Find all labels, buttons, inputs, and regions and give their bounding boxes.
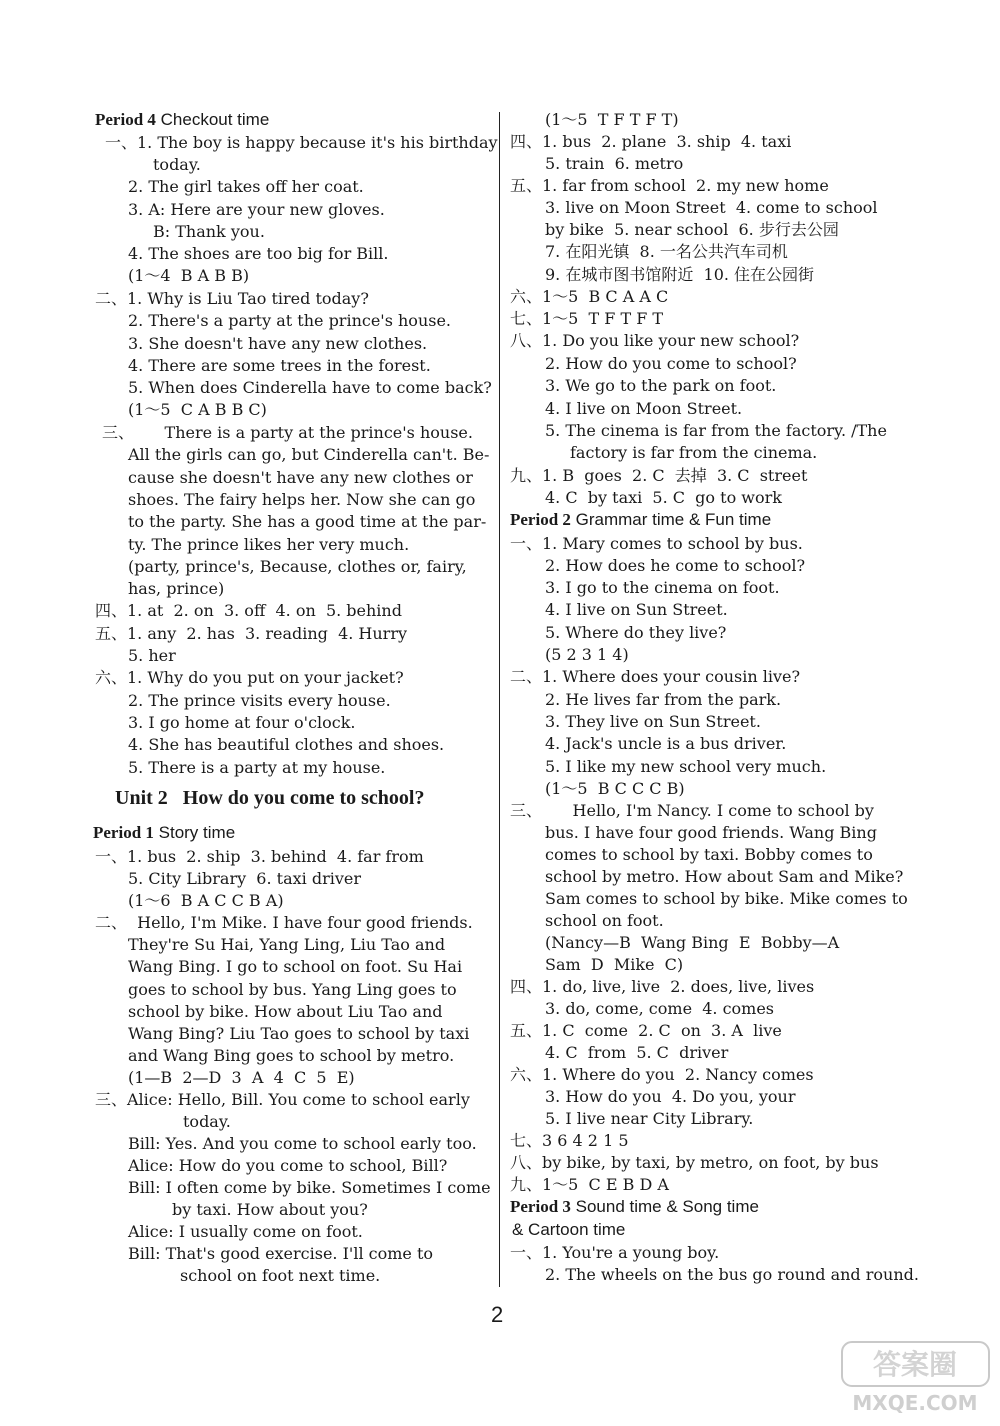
answer-line: 五、1. far from school 2. my new home bbox=[510, 176, 829, 195]
page-number: 2 bbox=[491, 1302, 504, 1327]
answer-line: 7. 在阳光镇 8. 一名公共汽车司机 bbox=[545, 242, 788, 261]
period-label: Period 2 bbox=[510, 510, 571, 529]
answer-line: Alice: How do you come to school, Bill? bbox=[128, 1156, 448, 1175]
answer-line: 4. C by taxi 5. C go to work bbox=[545, 488, 782, 507]
answer-line: comes to school by taxi. Bobby comes to bbox=[545, 845, 873, 864]
answer-line: 5. When does Cinderella have to come back? bbox=[128, 378, 492, 397]
answer-line: school by bike. How about Liu Tao and bbox=[128, 1002, 443, 1021]
period-label: Period 1 bbox=[93, 823, 154, 842]
answer-line: 9. 在城市图书馆附近 10. 住在公园街 bbox=[545, 265, 815, 284]
answer-line: 一、1. bus 2. ship 3. behind 4. far from bbox=[95, 847, 424, 866]
answer-line: 3. do, come, come 4. comes bbox=[545, 999, 775, 1018]
answer-line: Wang Bing. I go to school on foot. Su Hai bbox=[128, 957, 463, 976]
answer-line: B: Thank you. bbox=[153, 222, 265, 241]
watermark-bottom-text: MXQE.COM bbox=[852, 1391, 978, 1415]
answer-line: 九、1. B goes 2. C 去掉 3. C street bbox=[510, 466, 808, 485]
answer-line: (Nancy—B Wang Bing E Bobby—A bbox=[545, 933, 840, 952]
answer-line: 二、1. Where does your cousin live? bbox=[510, 667, 801, 686]
answer-line: bus. I have four good friends. Wang Bing bbox=[545, 823, 877, 842]
answer-line: (1～4 B A B B) bbox=[128, 266, 250, 285]
answer-line: by taxi. How about you? bbox=[172, 1200, 368, 1219]
answer-line: Sam D Mike C) bbox=[545, 955, 684, 974]
answer-line: to the party. She has a good time at the par- bbox=[128, 512, 487, 531]
answer-line: 4. I live on Sun Street. bbox=[545, 600, 728, 619]
column-divider bbox=[499, 112, 500, 1287]
answer-line: today. bbox=[183, 1112, 231, 1131]
watermark-logo bbox=[838, 1336, 993, 1416]
answer-line: shoes. The fairy helps her. Now she can go bbox=[128, 490, 476, 509]
answer-line: 2. How does he come to school? bbox=[545, 556, 806, 575]
answer-line: 四、1. at 2. on 3. off 4. on 5. behind bbox=[95, 601, 402, 620]
answer-line: 六、1～5 B C A A C bbox=[510, 287, 669, 306]
period-title: & Cartoon time bbox=[512, 1220, 626, 1239]
answer-line: Bill: Yes. And you come to school early too. bbox=[128, 1134, 477, 1153]
answer-line: (party, prince's, Because, clothes or, fairy, bbox=[128, 557, 467, 576]
answer-line: 一、1. The boy is happy because it's his birthday bbox=[105, 133, 498, 152]
period-title: Story time bbox=[153, 823, 236, 842]
answer-line: factory is far from the cinema. bbox=[570, 443, 818, 462]
answer-line: 七、1～5 T F T F T bbox=[510, 309, 664, 328]
period-heading bbox=[95, 110, 269, 130]
period-heading bbox=[510, 1197, 759, 1217]
period-heading bbox=[93, 823, 235, 843]
answer-line: 2. How do you come to school? bbox=[545, 354, 797, 373]
answer-line: 三、 There is a party at the prince's house. bbox=[102, 423, 473, 442]
answer-line: and Wang Bing goes to school by metro. bbox=[128, 1046, 455, 1065]
period-label: Period 4 bbox=[95, 110, 156, 129]
answer-line: 四、1. bus 2. plane 3. ship 4. taxi bbox=[510, 132, 792, 151]
answer-line: school by metro. How about Sam and Mike? bbox=[545, 867, 904, 886]
period-heading bbox=[510, 510, 771, 530]
answer-line: 九、1～5 C E B D A bbox=[510, 1175, 669, 1194]
answer-line: 4. Jack's uncle is a bus driver. bbox=[545, 734, 787, 753]
answer-line: ty. The prince likes her very much. bbox=[128, 535, 410, 554]
answer-line: All the girls can go, but Cinderella can't. Be- bbox=[128, 445, 490, 464]
answer-line: 五、1. C come 2. C on 3. A live bbox=[510, 1021, 782, 1040]
answer-line: 3. live on Moon Street 4. come to school bbox=[545, 198, 878, 217]
answer-line: 5. The cinema is far from the factory. /The bbox=[545, 421, 887, 440]
period-title: Sound time & Song time bbox=[570, 1197, 759, 1216]
answer-line: goes to school by bus. Yang Ling goes to bbox=[128, 980, 457, 999]
period-label: Period 3 bbox=[510, 1197, 571, 1216]
answer-line: today. bbox=[153, 155, 201, 174]
answer-line: Bill: I often come by bike. Sometimes I come bbox=[128, 1178, 491, 1197]
answer-line: has, prince) bbox=[128, 579, 225, 598]
answer-line: 六、1. Why do you put on your jacket? bbox=[95, 668, 404, 687]
period-heading bbox=[512, 1220, 625, 1240]
answer-line: 一、1. Mary comes to school by bus. bbox=[510, 534, 803, 553]
answer-line: (1—B 2—D 3 A 4 C 5 E) bbox=[128, 1068, 355, 1087]
answer-line: 三、 Hello, I'm Nancy. I come to school by bbox=[510, 801, 874, 820]
answer-line: 3. A: Here are your new gloves. bbox=[128, 200, 385, 219]
answer-line: (1～6 B A C C B A) bbox=[128, 891, 284, 910]
answer-line: 5. Where do they live? bbox=[545, 623, 727, 642]
answer-line: 5. There is a party at my house. bbox=[128, 758, 386, 777]
answer-line: 3. We go to the park on foot. bbox=[545, 376, 777, 395]
answer-line: 4. There are some trees in the forest. bbox=[128, 356, 431, 375]
watermark-top-text: 答案圈 bbox=[872, 1348, 958, 1381]
answer-line: 5. City Library 6. taxi driver bbox=[128, 869, 362, 888]
answer-line: 2. He lives far from the park. bbox=[545, 690, 782, 709]
answer-line: 4. I live on Moon Street. bbox=[545, 399, 743, 418]
answer-line: 八、1. Do you like your new school? bbox=[510, 331, 800, 350]
answer-line: 二、1. Why is Liu Tao tired today? bbox=[95, 289, 369, 308]
answer-line: by bike 5. near school 6. 步行去公园 bbox=[545, 220, 839, 239]
answer-line: 一、1. You're a young boy. bbox=[510, 1243, 720, 1262]
answer-line: Sam comes to school by bike. Mike comes to bbox=[545, 889, 908, 908]
answer-line: 七、3 6 4 2 1 5 bbox=[510, 1131, 629, 1150]
answer-line: 3. How do you 4. Do you, your bbox=[545, 1087, 796, 1106]
answer-line: 二、 Hello, I'm Mike. I have four good friends. bbox=[95, 913, 473, 932]
answer-line: cause she doesn't have any new clothes or bbox=[128, 468, 473, 487]
answer-line: 2. The prince visits every house. bbox=[128, 691, 391, 710]
answer-line: They're Su Hai, Yang Ling, Liu Tao and bbox=[128, 935, 446, 954]
answer-line: 四、1. do, live, live 2. does, live, lives bbox=[510, 977, 815, 996]
answer-line: (1～5 B C C C B) bbox=[545, 779, 685, 798]
answer-line: Bill: That's good exercise. I'll come to bbox=[128, 1244, 434, 1263]
answer-line: 八、by bike, by taxi, by metro, on foot, by bus bbox=[510, 1153, 879, 1172]
period-title: Grammar time & Fun time bbox=[570, 510, 772, 529]
answer-line: 5. train 6. metro bbox=[545, 154, 684, 173]
answer-line: school on foot. bbox=[545, 911, 664, 930]
answer-line: 2. The wheels on the bus go round and round. bbox=[545, 1265, 919, 1284]
answer-line: (5 2 3 1 4) bbox=[545, 645, 629, 664]
answer-line: (1～5 C A B B C) bbox=[128, 400, 267, 419]
answer-line: Alice: I usually come on foot. bbox=[128, 1222, 363, 1241]
answer-line: (1～5 T F T F T) bbox=[545, 110, 679, 129]
answer-line: 六、1. Where do you 2. Nancy comes bbox=[510, 1065, 814, 1084]
answer-line: 4. She has beautiful clothes and shoes. bbox=[128, 735, 445, 754]
answer-line: 2. There's a party at the prince's house. bbox=[128, 311, 452, 330]
unit-heading: Unit 2 How do you come to school? bbox=[115, 787, 425, 809]
answer-line: 3. I go to the cinema on foot. bbox=[545, 578, 780, 597]
answer-line: 2. The girl takes off her coat. bbox=[128, 177, 364, 196]
answer-line: 4. C from 5. C driver bbox=[545, 1043, 729, 1062]
answer-line: 3. She doesn't have any new clothes. bbox=[128, 334, 428, 353]
answer-line: 5. I live near City Library. bbox=[545, 1109, 754, 1128]
answer-line: 3. I go home at four o'clock. bbox=[128, 713, 356, 732]
period-title: Checkout time bbox=[155, 110, 270, 129]
answer-line: 3. They live on Sun Street. bbox=[545, 712, 761, 731]
answer-line: 4. The shoes are too big for Bill. bbox=[128, 244, 389, 263]
answer-line: school on foot next time. bbox=[180, 1266, 381, 1285]
answer-line: 三、Alice: Hello, Bill. You come to school early bbox=[95, 1090, 470, 1109]
answer-line: Wang Bing? Liu Tao goes to school by taxi bbox=[128, 1024, 470, 1043]
answer-line: 5. I like my new school very much. bbox=[545, 757, 827, 776]
answer-line: 五、1. any 2. has 3. reading 4. Hurry bbox=[95, 624, 408, 643]
answer-line: 5. her bbox=[128, 646, 176, 665]
